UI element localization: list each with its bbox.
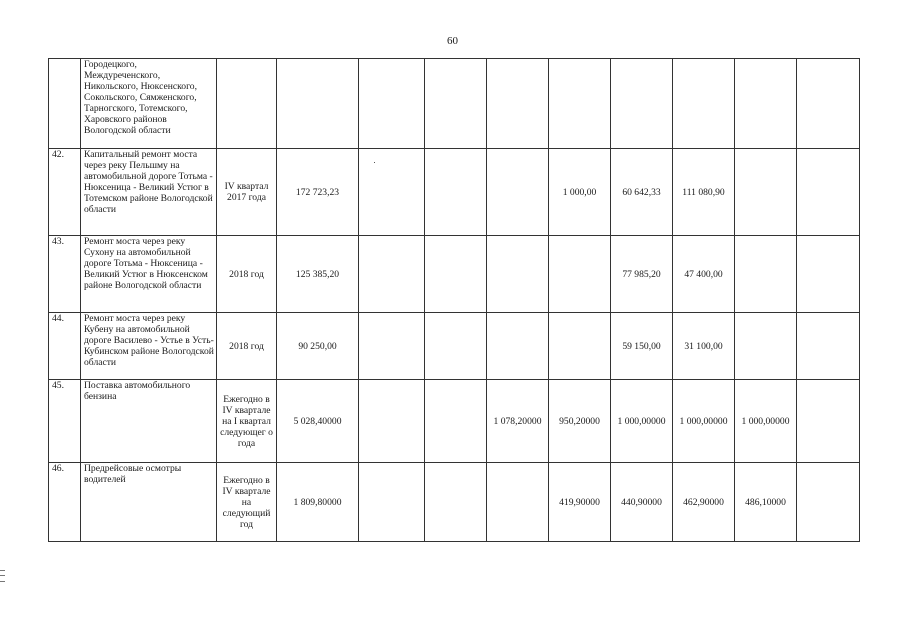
row-number: 45. (49, 380, 81, 463)
item-period: 2018 год (217, 236, 277, 313)
table-row (49, 380, 860, 463)
amount-cell: 60 642,33 (611, 149, 673, 236)
amount-cell (359, 149, 425, 236)
amount-cell: 1 078,20000 (487, 380, 549, 463)
item-total: 172 723,23 (277, 149, 359, 236)
amount-cell (359, 236, 425, 313)
amount-cell (425, 236, 487, 313)
amount-cell: 486,10000 (735, 463, 797, 542)
table-row (49, 149, 860, 236)
amount-cell (797, 236, 860, 313)
table-row (49, 463, 860, 542)
item-description: Городецкого, Междуреченского, Никольского, Нюксенского, Сокольского, Сямженского, Тарногского, Тотемского, Харовского районов Вологодской области (81, 59, 217, 149)
amount-cell (673, 59, 735, 149)
amount-cell: 462,90000 (673, 463, 735, 542)
amount-cell (487, 59, 549, 149)
item-period (217, 59, 277, 149)
row-number: 46. (49, 463, 81, 542)
item-description: Ремонт моста через реку Сухону на автомобильной дороге Тотьма - Нюксеница - Великий Устюг в Нюксенском районе Вологодской области (81, 236, 217, 313)
amount-cell: 950,20000 (549, 380, 611, 463)
amount-cell (359, 380, 425, 463)
item-total: 125 385,20 (277, 236, 359, 313)
table-row (49, 313, 860, 380)
amount-cell (549, 59, 611, 149)
amount-cell (735, 149, 797, 236)
amount-cell (487, 149, 549, 236)
amount-cell (549, 313, 611, 380)
amount-cell (797, 463, 860, 542)
amount-cell (735, 59, 797, 149)
amount-cell (611, 59, 673, 149)
amount-cell (549, 236, 611, 313)
amount-cell (425, 59, 487, 149)
row-number: 43. (49, 236, 81, 313)
table-row (49, 236, 860, 313)
amount-cell (797, 313, 860, 380)
amount-cell (797, 59, 860, 149)
amount-cell: 1 000,00000 (611, 380, 673, 463)
amount-cell: 440,90000 (611, 463, 673, 542)
item-period: IV квартал 2017 года (217, 149, 277, 236)
procurement-schedule-table (48, 58, 860, 542)
item-description: Ремонт моста через реку Кубену на автомобильной дороге Василево - Устье в Усть-Кубинском районе Вологодской области (81, 313, 217, 380)
item-total: 5 028,40000 (277, 380, 359, 463)
amount-cell: 77 985,20 (611, 236, 673, 313)
item-description: Капитальный ремонт моста через реку Пельшму на автомобильной дороге Тотьма - Нюксеница - Великий Устюг в Тотемском районе Вологодской области (81, 149, 217, 236)
amount-cell: 111 080,90 (673, 149, 735, 236)
item-total: 90 250,00 (277, 313, 359, 380)
amount-cell: 1 000,00000 (673, 380, 735, 463)
item-total (277, 59, 359, 149)
row-number (49, 59, 81, 149)
item-description: Предрейсовые осмотры водителей (81, 463, 217, 542)
amount-cell (797, 149, 860, 236)
amount-cell (359, 463, 425, 542)
amount-cell (359, 313, 425, 380)
scan-speck (374, 162, 375, 163)
amount-cell (487, 463, 549, 542)
row-number: 42. (49, 149, 81, 236)
row-number: 44. (49, 313, 81, 380)
table-row (49, 59, 860, 149)
amount-cell (735, 313, 797, 380)
amount-cell: 31 100,00 (673, 313, 735, 380)
amount-cell (425, 463, 487, 542)
amount-cell: 47 400,00 (673, 236, 735, 313)
amount-cell: 1 000,00 (549, 149, 611, 236)
amount-cell (359, 59, 425, 149)
item-period: 2018 год (217, 313, 277, 380)
item-description: Поставка автомобильного бензина (81, 380, 217, 463)
amount-cell: 59 150,00 (611, 313, 673, 380)
amount-cell (735, 236, 797, 313)
item-period: Ежегодно в IV квартале на следующий год (217, 463, 277, 542)
amount-cell (487, 313, 549, 380)
page-edge-mark (0, 570, 5, 582)
amount-cell (797, 380, 860, 463)
item-period: Ежегодно в IV квартале на I квартал следующег о года (217, 380, 277, 463)
amount-cell (487, 236, 549, 313)
amount-cell: 1 000,00000 (735, 380, 797, 463)
amount-cell (425, 149, 487, 236)
amount-cell (425, 380, 487, 463)
amount-cell: 419,90000 (549, 463, 611, 542)
page-number: 60 (447, 35, 458, 47)
item-total: 1 809,80000 (277, 463, 359, 542)
amount-cell (425, 313, 487, 380)
